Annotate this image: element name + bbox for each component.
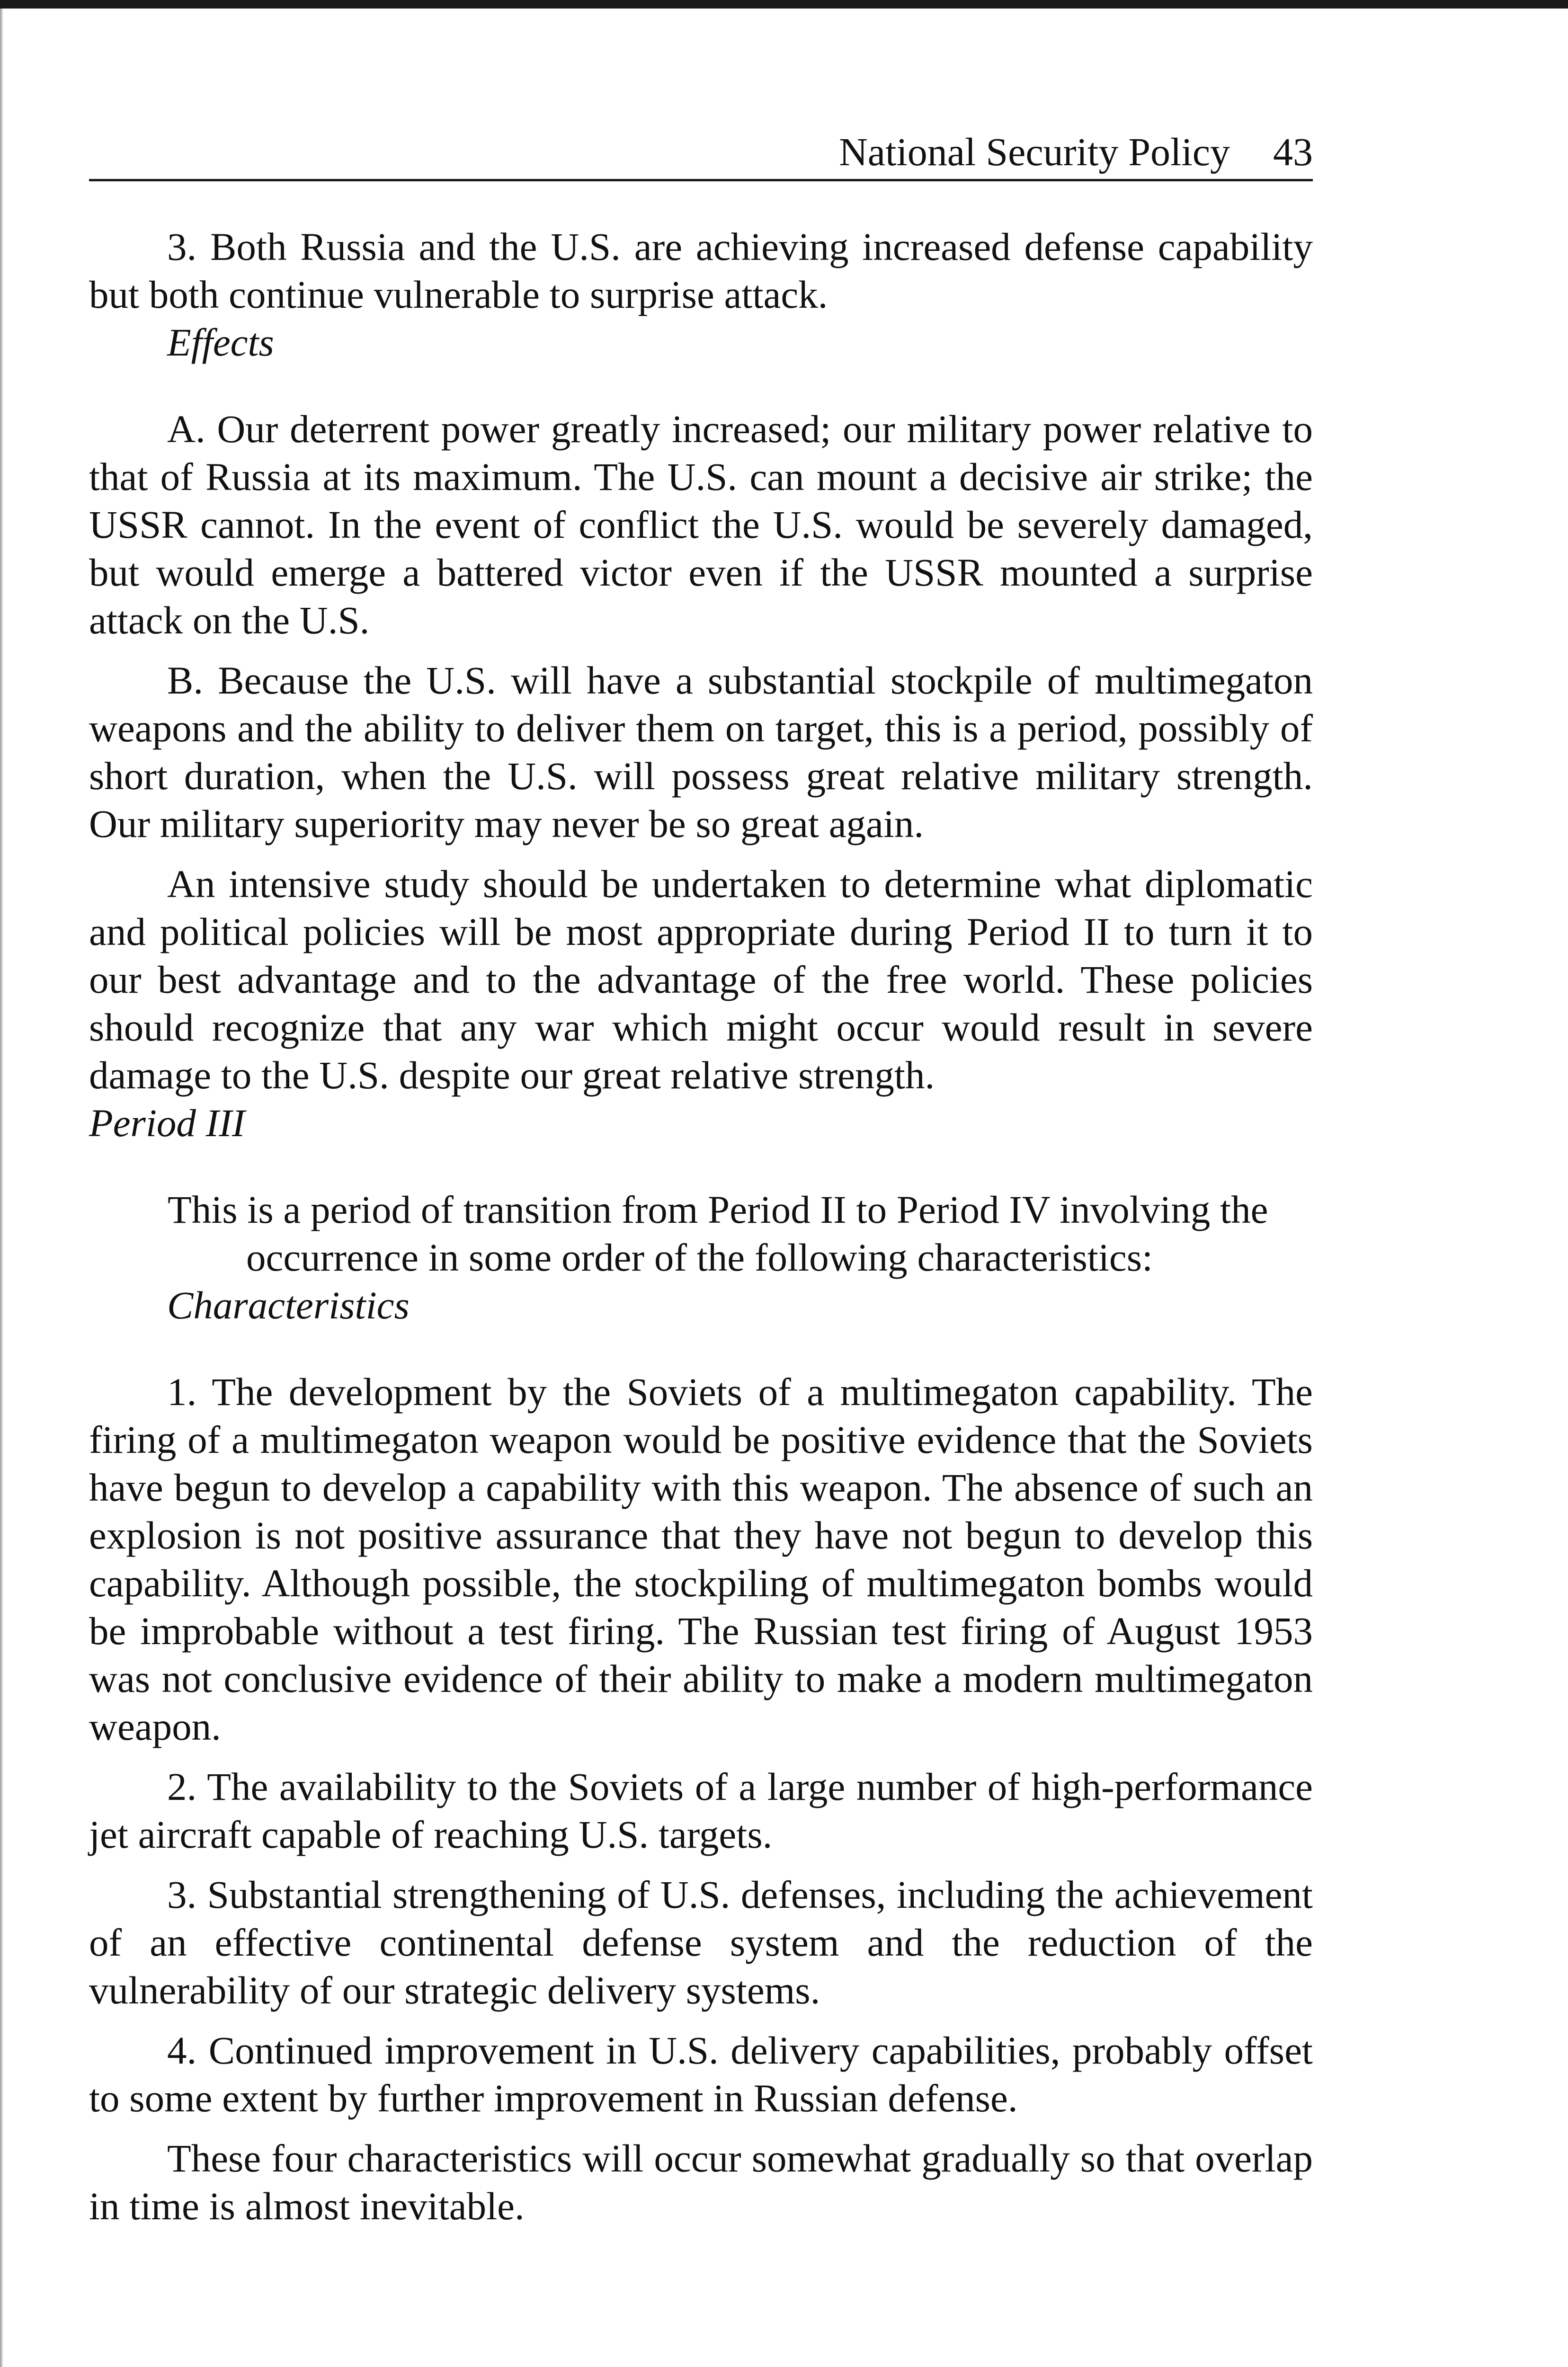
paragraph-closing: These four characteristics will occur somewhat gradually so that overlap in time is almost inevitable. (89, 2136, 1313, 2228)
paragraph-effect-b: B. Because the U.S. will have a substantial stockpile of multimegaton weapons and the ability to deliver them on target, this is a period, possibly of short duration, when the U.S. will possess great relative military strength. Our military superiority may never be so great again. (89, 658, 1313, 845)
page-left-edge (0, 9, 3, 2367)
paragraph-item-3: 3. Both Russia and the U.S. are achieving increased defense capability but both continue vulnerable to surprise attack. (89, 225, 1313, 316)
paragraph-characteristic-4: 4. Continued improvement in U.S. delivery capabilities, probably offset to some extent by further improvement in Russian defense. (89, 2029, 1313, 2120)
page-top-edge (0, 0, 1568, 9)
page-number: 43 (1273, 130, 1313, 174)
document-page (89, 123, 1313, 2230)
document-body (89, 223, 1313, 2230)
paragraph-effect-a: A. Our deterrent power greatly increased; our military power relative to that of Russia at its maximum. The U.S. can mount a decisive air strike; the USSR cannot. In the event of conflict the U.S. would be severely damaged, but would emerge a battered victor even if the USSR mounted a surprise attack on the U.S. (89, 407, 1313, 642)
running-header-title: National Security Policy (839, 130, 1230, 174)
paragraph-characteristic-1: 1. The development by the Soviets of a multimegaton capability. The firing of a multimegaton weapon would be positive evidence that the Soviets have begun to develop a capability with this weapon. The absence of such an explosion is not positive assurance that they have not begun to develop this capability. Although possible, the stockpiling of multimegaton bombs would be improbable without a test firing. The Russian test firing of August 1953 was not conclusive evidence of their ability to make a modern multimegaton weapon. (89, 1370, 1313, 1748)
paragraph-intensive-study: An intensive study should be undertaken to determine what diplomatic and political policies will be most appropriate during Period II to turn it to our best advantage and to the advantage of the free world. These policies should recognize that any war which might occur would result in severe damage to the U.S. despite our great relative strength. (89, 862, 1313, 1097)
subheading-characteristics: Characteristics (167, 1283, 410, 1327)
paragraph-period-iii-intro: This is a period of transition from Period II to Period IV involving the occurrence in some order of the following characteristics: (168, 1188, 1268, 1279)
paragraph-characteristic-2: 2. The availability to the Soviets of a large number of high-performance jet aircraft capable of reaching U.S. targets. (89, 1765, 1313, 1856)
paragraph-characteristic-3: 3. Substantial strengthening of U.S. defenses, including the achievement of an effective continental defense system and the reduction of the vulnerability of our strategic delivery systems. (89, 1873, 1313, 2012)
subheading-effects: Effects (167, 320, 274, 364)
heading-period-iii: Period III (89, 1101, 245, 1145)
running-header (89, 123, 1313, 181)
